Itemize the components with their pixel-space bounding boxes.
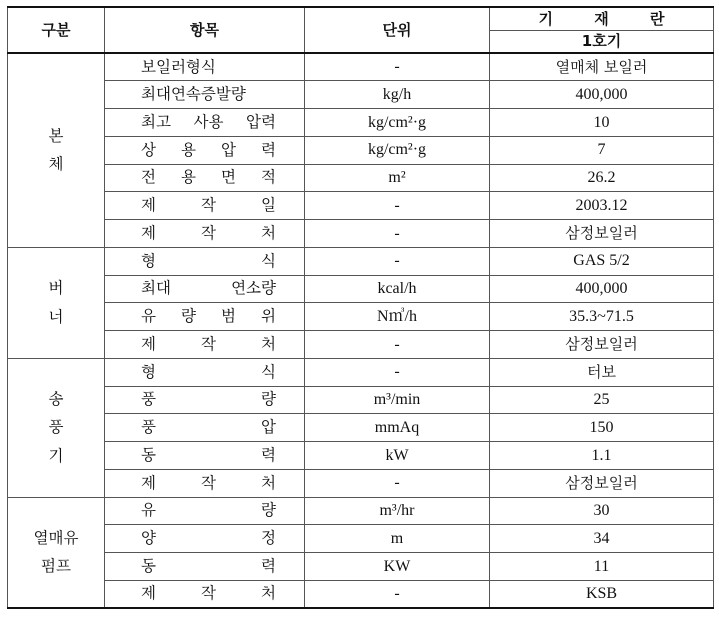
item-name: 최대 연소량: [105, 275, 305, 303]
item-name: 제 작 처: [105, 331, 305, 359]
table-row: [8, 220, 714, 248]
item-value: 400,000: [490, 81, 714, 109]
item-name: 형 식: [105, 247, 305, 275]
item-value: 2003.12: [490, 192, 714, 220]
section-name-line: 본: [48, 126, 64, 145]
item-name: 전 용 면 적: [105, 164, 305, 192]
table-row: [8, 442, 714, 470]
item-value: 터보: [490, 358, 714, 386]
table-row: [8, 386, 714, 414]
item-unit: m²: [305, 164, 490, 192]
item-unit: m³/hr: [305, 497, 490, 525]
section-name-line: 풍: [48, 418, 64, 437]
item-name: 제 작 처: [105, 580, 305, 608]
spec-body: [8, 53, 714, 608]
item-value: GAS 5/2: [490, 247, 714, 275]
item-name: 최고 사용 압력: [105, 109, 305, 137]
item-value: 삼정보일러: [490, 469, 714, 497]
item-unit: m³/min: [305, 386, 490, 414]
item-unit: kW: [305, 442, 490, 470]
section-name: [8, 247, 105, 358]
table-row: [8, 192, 714, 220]
item-value: KSB: [490, 580, 714, 608]
table-row: [8, 358, 714, 386]
header-item: 항목: [105, 7, 305, 53]
table-row: [8, 136, 714, 164]
item-unit: KW: [305, 553, 490, 581]
item-name: 동 력: [105, 553, 305, 581]
item-value: 25: [490, 386, 714, 414]
section-name-line: 송: [48, 389, 64, 408]
item-unit: -: [305, 220, 490, 248]
item-name: 유 량: [105, 497, 305, 525]
item-unit: m: [305, 525, 490, 553]
item-name: 형 식: [105, 358, 305, 386]
table-row: [8, 275, 714, 303]
item-value: 10: [490, 109, 714, 137]
section-name-line: 버: [48, 279, 64, 298]
table-row: [8, 331, 714, 359]
section-name-line: 기: [48, 446, 64, 465]
item-value: 35.3~71.5: [490, 303, 714, 331]
section-name: [8, 53, 105, 247]
table-row: [8, 580, 714, 608]
header-spec: 기 재 란: [490, 7, 714, 30]
item-value: 26.2: [490, 164, 714, 192]
item-unit: kcal/h: [305, 275, 490, 303]
item-unit: mmAq: [305, 414, 490, 442]
item-unit: -: [305, 358, 490, 386]
table-row: [8, 164, 714, 192]
item-value: 삼정보일러: [490, 331, 714, 359]
item-unit: -: [305, 580, 490, 608]
item-unit: -: [305, 53, 490, 81]
item-unit: -: [305, 247, 490, 275]
item-value: 11: [490, 553, 714, 581]
table-row: [8, 53, 714, 81]
item-name: 풍 량: [105, 386, 305, 414]
item-value: 삼정보일러: [490, 220, 714, 248]
item-unit: -: [305, 192, 490, 220]
table-row: [8, 414, 714, 442]
table-row: [8, 109, 714, 137]
header-unit: 단위: [305, 7, 490, 53]
table-row: [8, 469, 714, 497]
item-value: 34: [490, 525, 714, 553]
section-name-line: 펌프: [41, 557, 71, 576]
item-name: 양 정: [105, 525, 305, 553]
item-name: 풍 압: [105, 414, 305, 442]
item-unit: -: [305, 331, 490, 359]
item-name: 제 작 일: [105, 192, 305, 220]
table-row: [8, 303, 714, 331]
item-value: 150: [490, 414, 714, 442]
item-unit: kg/cm²·g: [305, 109, 490, 137]
table-row: [8, 81, 714, 109]
spec-table: [7, 6, 714, 609]
table-row: [8, 247, 714, 275]
item-value: 열매체 보일러: [490, 53, 714, 81]
item-name: 유 량 범 위: [105, 303, 305, 331]
item-name: 최대연속증발량: [105, 81, 305, 109]
section-name-line: 너: [48, 307, 64, 326]
table-row: [8, 553, 714, 581]
item-name: 보일러형식: [105, 53, 305, 81]
section-name: [8, 497, 105, 608]
section-name-line: 체: [48, 155, 64, 174]
header-unit-no: 1호기: [490, 30, 714, 53]
item-name: 제 작 처: [105, 469, 305, 497]
item-name: 상 용 압 력: [105, 136, 305, 164]
item-value: 7: [490, 136, 714, 164]
item-value: 30: [490, 497, 714, 525]
item-value: 1.1: [490, 442, 714, 470]
item-name: 제 작 처: [105, 220, 305, 248]
item-unit: -: [305, 469, 490, 497]
item-name: 동 력: [105, 442, 305, 470]
header-group: 구분: [8, 7, 105, 53]
item-unit: kg/cm²·g: [305, 136, 490, 164]
item-value: 400,000: [490, 275, 714, 303]
table-row: [8, 525, 714, 553]
item-unit: N㎥/h: [305, 303, 490, 331]
item-unit: kg/h: [305, 81, 490, 109]
table-row: [8, 497, 714, 525]
section-name-line: 열매유: [33, 528, 79, 547]
section-name: [8, 358, 105, 497]
